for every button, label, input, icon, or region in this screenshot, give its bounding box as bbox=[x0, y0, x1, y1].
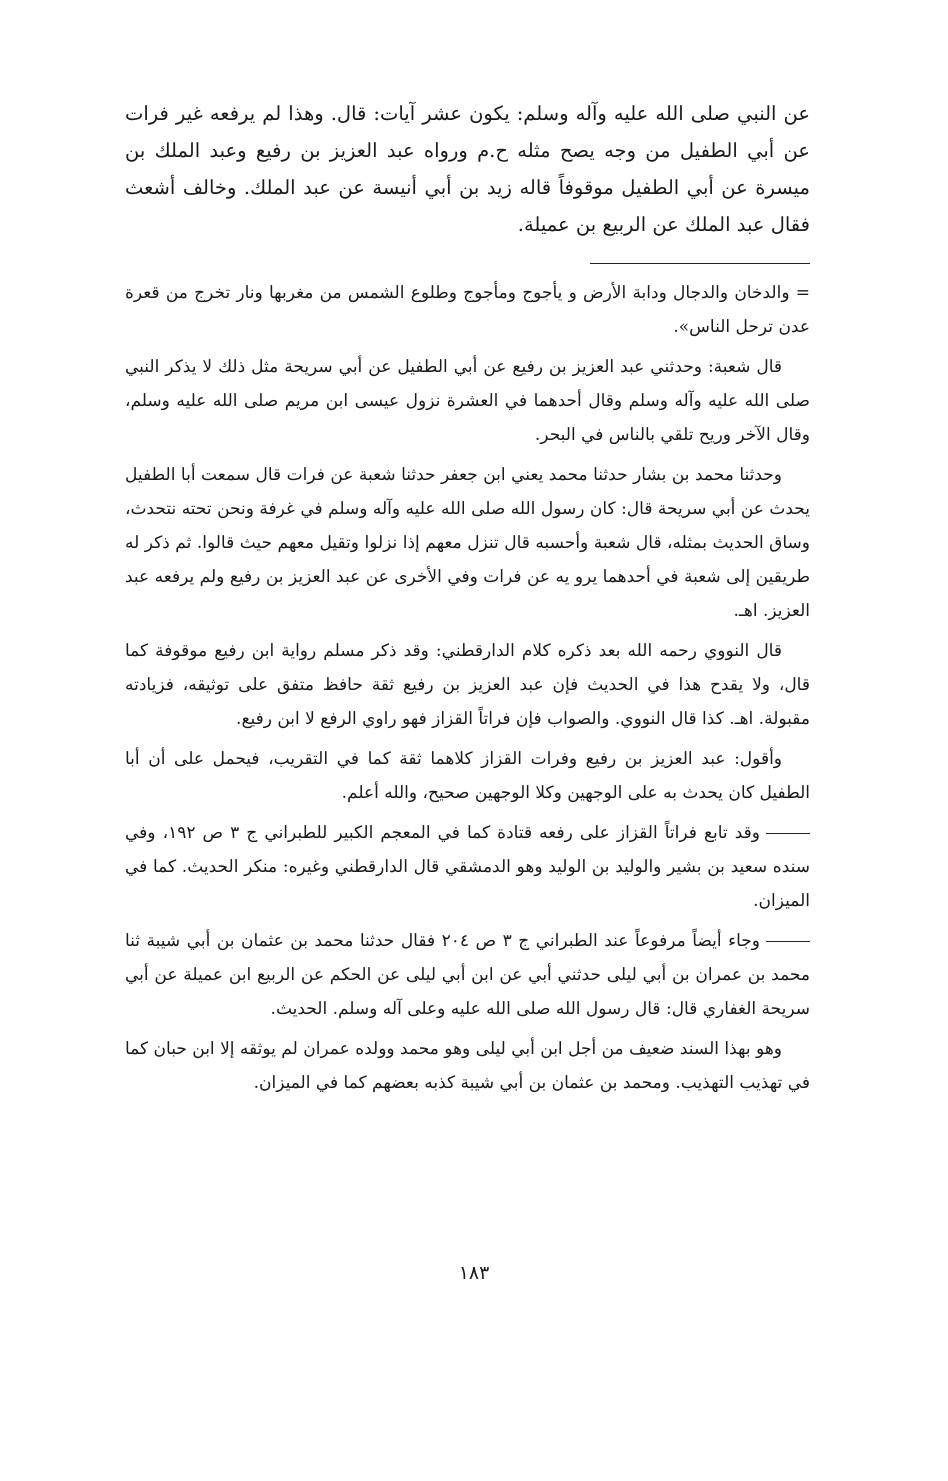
dash-marker bbox=[766, 941, 810, 942]
footnote-separator bbox=[590, 263, 810, 264]
footnote-paragraph: وأقول: عبد العزيز بن رفيع وفرات القزاز كلاهما ثقة كما في التقريب، فيحمل على أن أبا الطفيل كان يحدث به على الوجهين وكلا الوجهين صحيح، والله أعلم. bbox=[125, 749, 810, 803]
footnote-text: وقد تابع فراتاً القزاز على رفعه قتادة كما في المعجم الكبير للطبراني ج ٣ ص ١٩٢، وفي سنده سعيد بن بشير والوليد بن الوليد وهو الدمشقي قال الدارقطني وغيره: منكر الحديث. كما في الميزان. bbox=[125, 823, 810, 911]
footnotes bbox=[125, 276, 810, 1100]
page-body bbox=[125, 95, 810, 1106]
footnote-paragraph-dashed bbox=[125, 924, 810, 1026]
footnote-paragraph: قال شعبة: وحدثني عبد العزيز بن رفيع عن أبي الطفيل عن أبي سريحة مثل ذلك لا يذكر النبي صلى الله عليه وآله وسلم وقال أحدهما في العشرة نزول عيسى ابن مريم صلى الله عليه وسلم، وقال الآخر وريح تلقي بالناس في البحر. bbox=[125, 357, 810, 445]
footnote-continuation: = والدخان والدجال ودابة الأرض و يأجوج ومأجوج وطلوع الشمس من مغربها ونار تخرج من قعرة عدن ترحل الناس». bbox=[125, 283, 810, 337]
footnote-paragraph-dashed bbox=[125, 816, 810, 918]
footnote-paragraph: وحدثنا محمد بن بشار حدثنا محمد يعني ابن جعفر حدثنا شعبة عن فرات قال سمعت أبا الطفيل يحدث عن أبي سريحة قال: كان رسول الله صلى الله عليه وآله وسلم في غرفة ونحن تحته نتحدث، وساق الحديث بمثله، قال شعبة وأحسبه قال تنزل معهم إذا نزلوا وتقيل معهم حيث قالوا. ثم ذكر له طريقين إلى شعبة في أحدهما يرو يه عن فرات وفي الأخرى عن عبد العزيز بن رفيع ولم يرفعه عبد العزيز. اهـ. bbox=[125, 465, 810, 621]
main-paragraph: عن النبي صلى الله عليه وآله وسلم: يكون عشر آيات: قال. وهذا لم يرفعه غير فرات عن أبي الطفيل من وجه يصح مثله ح.م ورواه عبد العزيز بن رفيع وعبد الملك بن ميسرة عن أبي الطفيل موقوفاً قاله زيد بن أبي أنيسة عن عبد الملك. وخالف أشعث فقال عبد الملك عن الربيع بن عميلة. bbox=[125, 102, 810, 236]
footnote-paragraph: قال النووي رحمه الله بعد ذكره كلام الدارقطني: وقد ذكر مسلم رواية ابن رفيع موقوفة كما قال، ولا يقدح هذا في الحديث فإن عبد العزيز بن رفيع ثقة حافظ متفق على توثيقه، فزيادته مقبولة. اهـ. كذا قال النووي. والصواب فإن فراتاً القزاز فهو راوي الرفع لا ابن رفيع. bbox=[125, 641, 810, 729]
page-number: ١٨٣ bbox=[458, 1262, 490, 1284]
footnote-text: وجاء أيضاً مرفوعاً عند الطبراني ج ٣ ص ٢٠٤ فقال حدثنا محمد بن عثمان بن أبي شيبة ثنا محمد بن عمران بن أبي ليلى حدثني أبي عن ابن أبي ليلى عن الحكم عن الربيع ابن عميلة عن أبي سريحة الغفاري قال: قال رسول الله صلى الله عليه وعلى آله وسلم. الحديث. bbox=[125, 931, 810, 1019]
dash-marker bbox=[766, 833, 810, 834]
footnote-paragraph: وهو بهذا السند ضعيف من أجل ابن أبي ليلى وهو محمد وولده عمران لم يوثقه إلا ابن حبان كما في تهذيب التهذيب. ومحمد بن عثمان بن أبي شيبة كذبه بعضهم كما في الميزان. bbox=[125, 1039, 810, 1093]
